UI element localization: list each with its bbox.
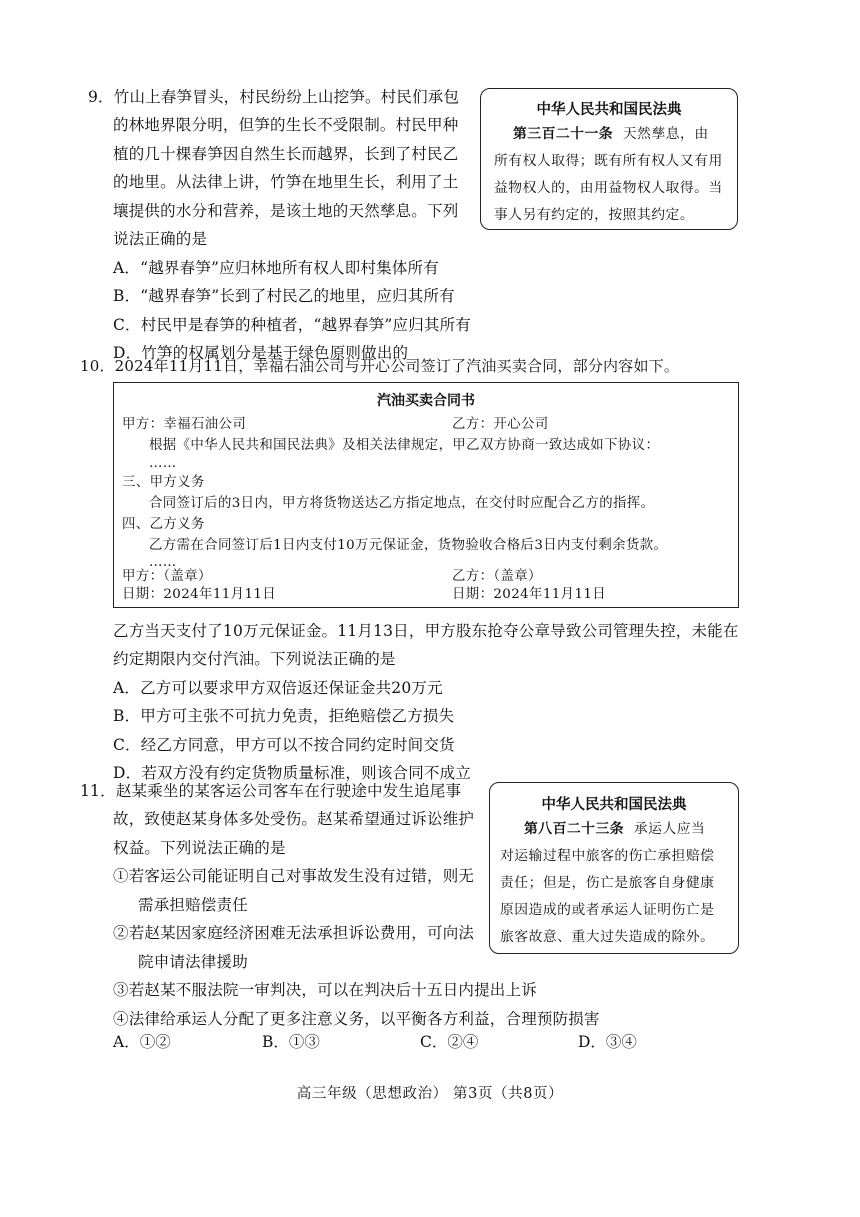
q11-law-line-3: 责任；但是，伤亡是旅客自身健康: [500, 875, 715, 891]
contract-ellipsis: ……: [149, 555, 177, 570]
q11-law-line-2: 对运输过程中旅客的伤亡承担赔偿: [500, 848, 715, 864]
q11-law-clause: 第八百二十三条: [524, 821, 625, 837]
contract-section-4-title: 四、乙方义务: [122, 517, 205, 532]
q9-law-line-3: 益物权人的，由用益物权人取得。当: [494, 180, 723, 196]
q11-law-text: 承运人应当: [633, 821, 706, 837]
contract-ellipsis: ……: [149, 456, 177, 471]
q11-option-a[interactable]: A．①②: [113, 1033, 171, 1051]
q9-law-line-2: 所有权人取得；既有所有权人又有用: [494, 153, 723, 169]
q9-option-c[interactable]: C．村民甲是春笋的种植者，“越界春笋”应归其所有: [113, 316, 472, 334]
contract-party-b: 乙方：开心公司: [452, 417, 549, 432]
q9-stem-line: 的林地界限分明，但笋的生长不受限制。村民甲种: [113, 116, 459, 134]
q11-stem-line: 权益。下列说法正确的是: [113, 839, 286, 857]
q10-stem-line: 乙方当天支付了10万元保证金。11月13日，甲方股东抢夺公章导致公司管理失控，未能在: [113, 622, 739, 640]
q11-law-line-1: [524, 816, 705, 844]
q9-law-line-1: [513, 121, 709, 149]
q11-statement-2-cont: 院申请法律援助: [138, 953, 248, 971]
q10-option-a[interactable]: A．乙方可以要求甲方双倍返还保证金共20万元: [113, 679, 443, 697]
contract-date-a: 日期：2024年11月11日: [122, 587, 277, 602]
contract-sign-b: 乙方：（盖章）: [452, 569, 542, 584]
q11-law-line-4: 原因造成的或者承运人证明伤亡是: [500, 902, 715, 918]
q11-statement-2: ②若赵某因家庭经济困难无法承担诉讼费用，可向法: [113, 924, 475, 942]
q11-stem-line: 故，致使赵某身体多处受伤。赵某希望通过诉讼维护: [113, 810, 475, 828]
q10-stem-line: 约定期限内交付汽油。下列说法正确的是: [113, 650, 396, 668]
q10-option-b[interactable]: B．甲方可主张不可抗力免责，拒绝赔偿乙方损失: [113, 707, 455, 725]
contract-preamble: 根据《中华人民共和国民法典》及相关法律规定，甲乙双方协商一致达成如下协议：: [149, 438, 660, 453]
q10-option-c[interactable]: C．经乙方同意，甲方可以不按合同约定时间交货: [113, 736, 455, 754]
q11-option-d[interactable]: D．③④: [578, 1033, 637, 1051]
contract-section-4-text: 乙方需在合同签订后1日内支付10万元保证金，货物验收合格后3日内支付剩余货款。: [149, 538, 668, 553]
contract-section-3-text: 合同签订后的3日内，甲方将货物送达乙方指定地点，在交付时应配合乙方的指挥。: [149, 496, 655, 511]
page-footer: 高三年级（思想政治） 第3页（共8页）: [296, 1086, 564, 1102]
q9-option-d[interactable]: D．竹笋的权属划分是基于绿色原则做出的: [113, 344, 409, 362]
q9-law-line-4: 事人另有约定的，按照其约定。: [494, 207, 695, 223]
q11-law-box: [489, 782, 739, 954]
q11-stem-line: 11．赵某乘坐的某客运公司客车在行驶途中发生追尾事: [80, 782, 462, 800]
q11-option-b[interactable]: B．①③: [262, 1033, 320, 1051]
contract-title: 汽油买卖合同书: [377, 393, 475, 409]
q11-law-line-5: 旅客故意、重大过失造成的除外。: [500, 929, 715, 945]
q9-stem-line: 9．竹山上春笋冒头，村民纷纷上山挖笋。村民们承包: [88, 88, 460, 106]
contract-date-b: 日期：2024年11月11日: [452, 587, 607, 602]
q11-option-c[interactable]: C．②④: [420, 1033, 479, 1051]
q11-law-title: 中华人民共和国民法典: [541, 797, 687, 813]
contract-box: [113, 382, 739, 608]
contract-sign-a: 甲方：（盖章）: [122, 569, 212, 584]
q9-law-title: 中华人民共和国民法典: [536, 102, 682, 118]
q11-statement-1-cont: 需承担赔偿责任: [138, 896, 248, 914]
q11-statement-3: ③若赵某不服法院一审判决，可以在判决后十五日内提出上诉: [113, 981, 537, 999]
q10-intro: 10．2024年11月11日，幸福石油公司与开心公司签订了汽油买卖合同，部分内容如下。: [80, 357, 680, 375]
q11-statement-1: ①若客运公司能证明自己对事故发生没有过错，则无: [113, 867, 475, 885]
q9-law-clause: 第三百二十一条: [513, 126, 614, 142]
q9-stem-line: 壤提供的水分和营养，是该土地的天然孳息。下列: [113, 202, 459, 220]
q9-law-box: [480, 88, 738, 230]
q10-option-d[interactable]: D．若双方没有约定货物质量标准，则该合同不成立: [113, 764, 472, 782]
contract-section-3-title: 三、甲方义务: [122, 475, 205, 490]
q11-statement-4: ④法律给承运人分配了更多注意义务，以平衡各方利益，合理预防损害: [113, 1010, 600, 1028]
q9-stem-line: 的地里。从法律上讲，竹笋在地里生长，利用了土: [113, 173, 459, 191]
q9-option-b[interactable]: B．“越界春笋”长到了村民乙的地里，应归其所有: [113, 287, 455, 305]
q9-stem-line: 植的几十棵春笋因自然生长而越界，长到了村民乙: [113, 145, 459, 163]
contract-party-a: 甲方：幸福石油公司: [122, 417, 247, 432]
q9-stem-line: 说法正确的是: [113, 230, 208, 248]
q9-option-a[interactable]: A．“越界春笋”应归林地所有权人即村集体所有: [113, 259, 439, 277]
q9-law-text: 天然孳息，由: [622, 126, 709, 142]
